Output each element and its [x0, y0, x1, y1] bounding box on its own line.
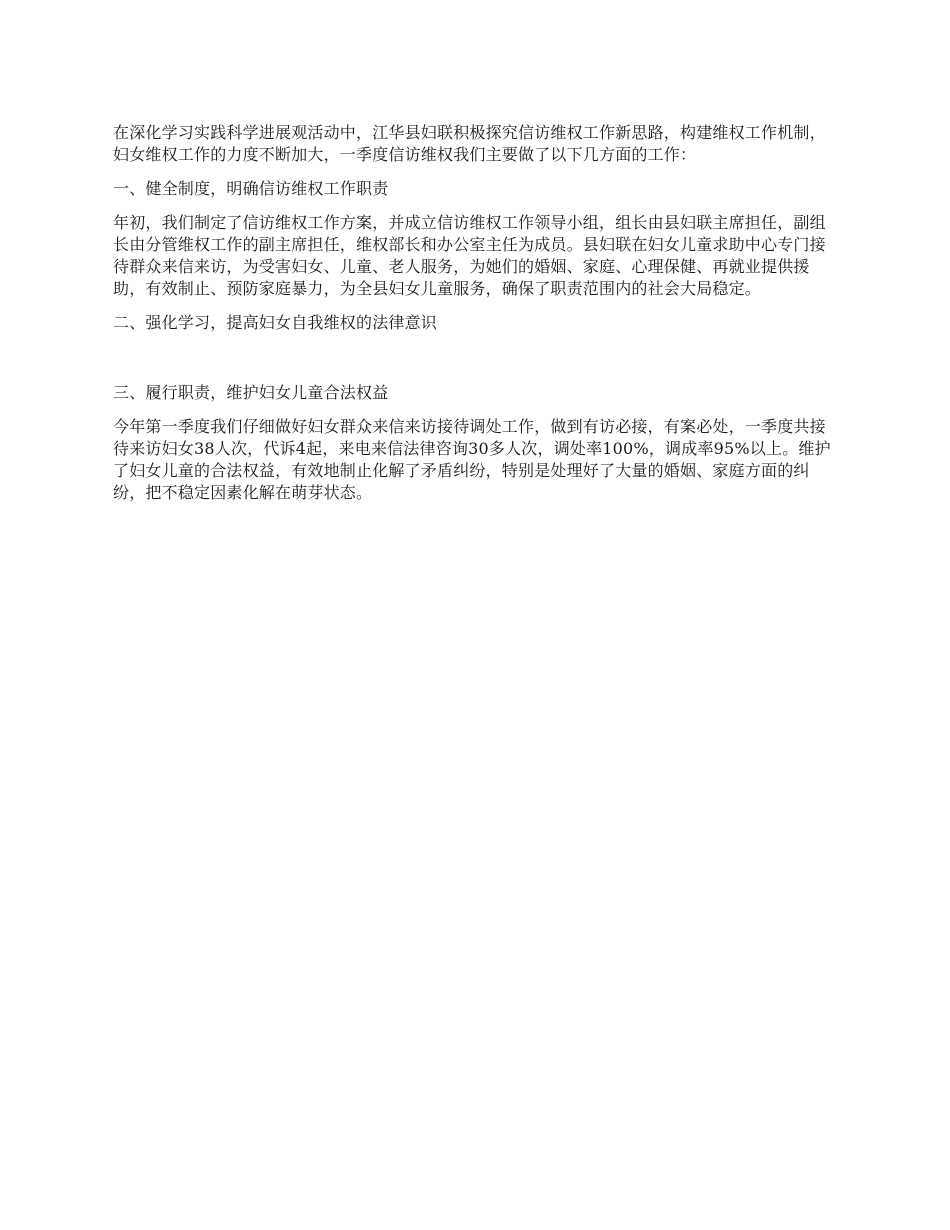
spacer	[113, 200, 838, 212]
section-heading-1: 一、健全制度，明确信访维权工作职责	[113, 179, 389, 198]
intro-paragraph: 在深化学习实践科学进展观活动中，江华县妇联积极探究信访维权工作新思路，构建维权工作机制，妇女维权工作的力度不断加大，一季度信访维权我们主要做了以下几方面的工作：	[113, 123, 826, 164]
spacer	[113, 300, 838, 312]
section-heading-2: 二、强化学习，提高妇女自我维权的法律意识	[113, 313, 438, 332]
section-body-3: 今年第一季度我们仔细做好妇女群众来信来访接待调处工作，做到有访必接，有案必处，一季度共接待来访妇女38人次，代诉4起，来电来信法律咨询30多人次，调处率100%，调成率95%以上。维护了妇女儿童的合法权益，有效地制止化解了矛盾纠纷，特别是处理好了大量的婚姻、家庭方面的纠纷，把不稳定因素化解在萌芽状态。	[113, 417, 831, 502]
document-page	[113, 122, 838, 504]
spacer	[113, 334, 838, 382]
section-heading-3: 三、履行职责，维护妇女儿童合法权益	[113, 383, 389, 402]
spacer	[113, 166, 838, 178]
spacer	[113, 404, 838, 416]
section-body-1: 年初，我们制定了信访维权工作方案，并成立信访维权工作领导小组，组长由县妇联主席担任，副组长由分管维权工作的副主席担任，维权部长和办公室主任为成员。县妇联在妇女儿童求助中心专门接待群众来信来访，为受害妇女、儿童、老人服务，为她们的婚姻、家庭、心理保健、再就业提供援助，有效制止、预防家庭暴力，为全县妇女儿童服务，确保了职责范围内的社会大局稳定。	[113, 213, 826, 298]
